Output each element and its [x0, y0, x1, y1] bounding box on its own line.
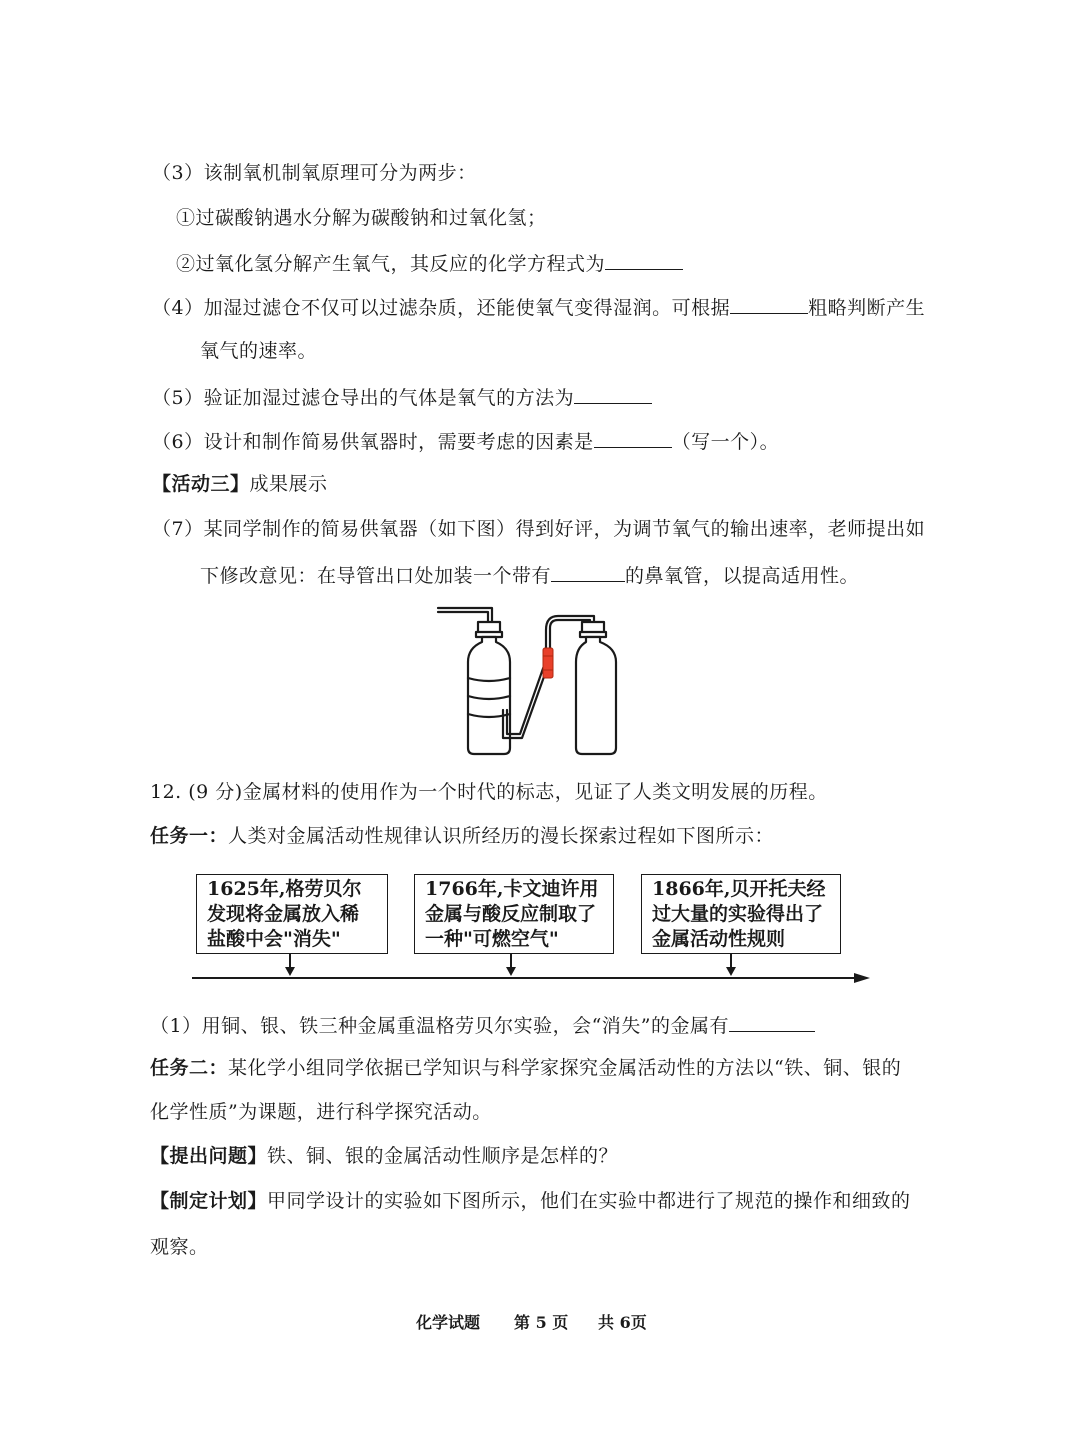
q3-intro: （3）该制氧机制氧原理可分为两步：: [152, 162, 477, 184]
timeline-box-line: 1766年,卡文迪许用: [425, 878, 599, 900]
tube-clamp: [543, 648, 553, 678]
q7-line2-before: 下修改意见：在导管出口处加装一个带有: [200, 565, 552, 587]
q4-line1-after: 粗略判断产生: [808, 297, 926, 319]
timeline-box-1766: [414, 874, 614, 954]
task1-heading: [150, 823, 774, 849]
answer-blank-t1q1[interactable]: [729, 1011, 815, 1032]
right-bottle: [576, 637, 616, 754]
raise-question-label: 【提出问题】: [150, 1145, 268, 1167]
q7-line1: （7）某同学制作的简易供氧器（如下图）得到好评，为调节氧气的输出速率，老师提出如: [152, 518, 926, 540]
q3-step1: ①过碳酸钠遇水分解为碳酸钠和过氧化氢；: [176, 207, 547, 229]
answer-blank-q4[interactable]: [730, 293, 808, 314]
plan-label: 【制定计划】: [150, 1190, 268, 1212]
footer-total: 共 6页: [598, 1313, 647, 1332]
answer-blank-q7[interactable]: [551, 561, 625, 582]
q3-step2-text: ②过氧化氢分解产生氧气，其反应的化学方程式为: [176, 253, 606, 275]
plan-line2: 观察。: [150, 1236, 209, 1258]
timeline-box-line: 过大量的实验得出了: [652, 903, 824, 925]
task2-label: 任务二：: [150, 1057, 229, 1079]
q7-line2-after: 的鼻氧管，以提高适用性。: [625, 565, 860, 587]
activity3-label: 【活动三】: [152, 473, 250, 495]
q4-line1: [152, 293, 925, 321]
plan-line1: [150, 1188, 911, 1214]
q5-text: （5）验证加湿过滤仓导出的气体是氧气的方法为: [152, 387, 575, 409]
timeline-box-line: 金属与酸反应制取了: [425, 903, 597, 925]
task1-label: 任务一：: [150, 825, 229, 847]
q6-line: [152, 427, 779, 455]
activity3-title: 成果展示: [249, 473, 328, 495]
footer-subject: 化学试题: [416, 1313, 481, 1332]
task2-line2: 化学性质”为课题，进行科学探究活动。: [150, 1101, 492, 1123]
oxygen-supplier-figure: [430, 598, 630, 760]
answer-blank-q6[interactable]: [594, 427, 672, 448]
answer-blank-q5[interactable]: [574, 383, 652, 404]
t1q1-text: （1）用铜、银、铁三种金属重温格劳贝尔实验，会“消失”的金属有: [150, 1015, 730, 1037]
timeline-box-line: 一种"可燃空气": [425, 928, 559, 950]
q4-line1-before: （4）加湿过滤仓不仅可以过滤杂质，还能使氧气变得湿润。可根据: [152, 297, 731, 319]
footer-page: 第 5 页: [514, 1313, 569, 1332]
q4-line2: 氧气的速率。: [200, 340, 318, 362]
timeline-box-1625: [196, 874, 388, 954]
timeline-axis: [190, 952, 872, 988]
t1q1-line: [150, 1011, 815, 1039]
plan-text-line1: 甲同学设计的实验如下图所示，他们在实验中都进行了规范的操作和细致的: [267, 1190, 911, 1212]
timeline-box-line: 金属活动性规则: [652, 928, 786, 950]
task2-line1: [150, 1055, 901, 1081]
raise-question: [150, 1143, 618, 1169]
timeline-box-1866: [641, 874, 841, 954]
answer-blank-q3[interactable]: [605, 249, 683, 270]
timeline-box-line: 1866年,贝开托夫经: [652, 878, 826, 900]
q6-before: （6）设计和制作简易供氧器时，需要考虑的因素是: [152, 431, 594, 453]
raise-question-text: 铁、铜、银的金属活动性顺序是怎样的？: [267, 1145, 619, 1167]
timeline-box-line: 1625年,格劳贝尔: [207, 878, 362, 900]
timeline-box-line: 盐酸中会"消失": [207, 928, 341, 950]
task2-text-line1: 某化学小组同学依据已学知识与科学家探究金属活动性的方法以“铁、铜、银的: [228, 1057, 902, 1079]
q7-line2: [200, 561, 859, 589]
q6-after: （写一个）。: [671, 431, 780, 453]
task1-text: 人类对金属活动性规律认识所经历的漫长探索过程如下图所示：: [228, 825, 775, 847]
q3-step2: [176, 249, 683, 277]
q5-line: [152, 383, 652, 411]
timeline-box-line: 发现将金属放入稀: [207, 903, 360, 925]
activity3-heading: [152, 471, 328, 497]
q12-header: 12. (9 分)金属材料的使用作为一个时代的标志，见证了人类文明发展的历程。: [150, 781, 828, 803]
